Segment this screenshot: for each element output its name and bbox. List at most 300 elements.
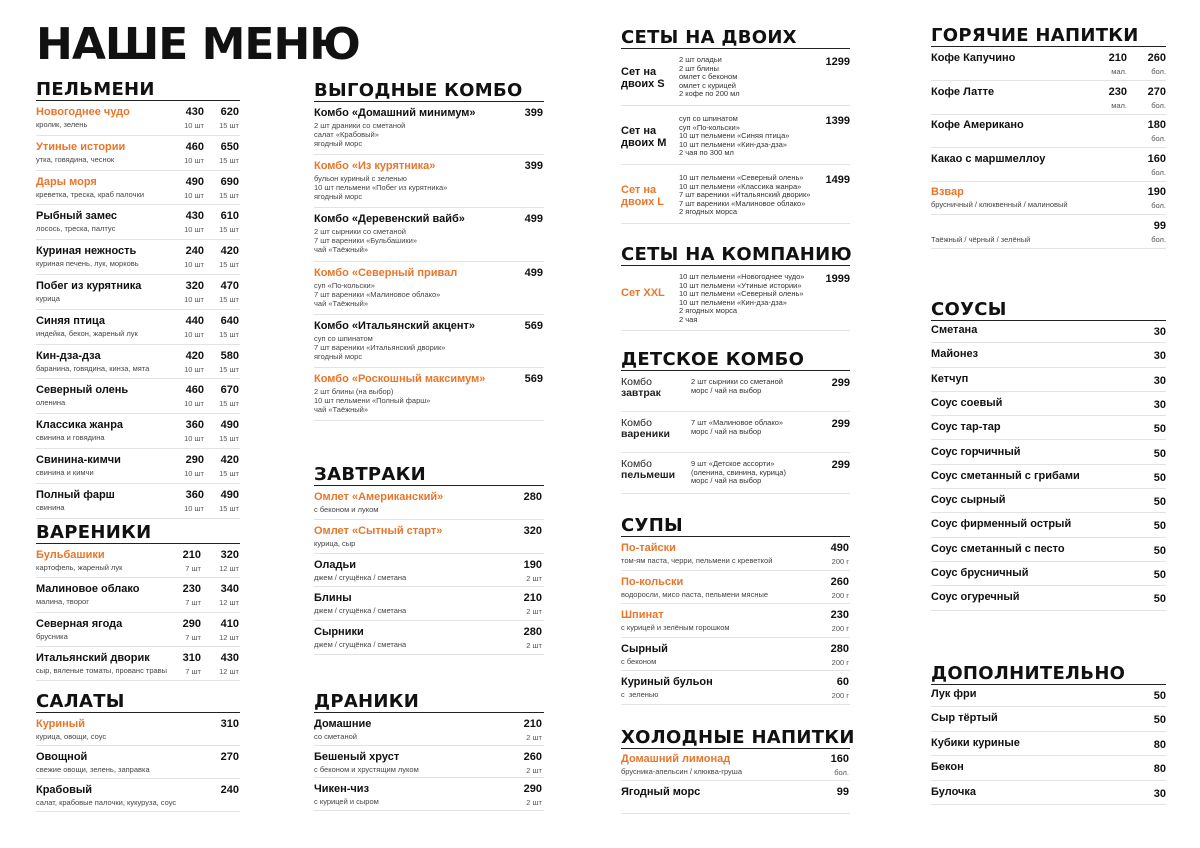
menu-item xyxy=(621,609,850,638)
item-name: Комбо «Итальянский акцент» xyxy=(314,319,476,332)
price-large: 610 xyxy=(220,210,239,223)
goryachie-title: ГОРЯЧИЕ НАПИТКИ xyxy=(931,25,1139,46)
price-small: 460 xyxy=(185,140,204,153)
item-name: Кофе Капучино xyxy=(931,52,1016,64)
supy-divider xyxy=(621,536,850,537)
kids-combo-desc: 2 шт сырники со сметаной морс / чай на выбор xyxy=(691,377,783,395)
unit-small: мал. xyxy=(1111,67,1127,76)
item-desc: 2 шт сырники со сметаной 7 шт вареники «Бульбашики» чай «Таёжный» xyxy=(314,227,418,255)
item-name: Оладьи xyxy=(314,558,357,571)
kids-combo-item xyxy=(621,376,850,412)
menu-item xyxy=(36,489,240,519)
unit-large: 15 шт xyxy=(219,225,239,235)
menu-item xyxy=(314,267,544,315)
unit-small: 7 шт xyxy=(185,598,201,608)
menu-item xyxy=(36,176,240,206)
item-price: 99 xyxy=(836,786,849,798)
item-price: 260 xyxy=(523,750,542,763)
pelmeni-title: ПЕЛЬМЕНИ xyxy=(36,79,155,100)
menu-item xyxy=(621,643,850,672)
menu-item xyxy=(931,348,1166,367)
item-price: 50 xyxy=(1153,471,1166,484)
menu-item xyxy=(36,141,240,171)
menu-item xyxy=(931,446,1166,465)
item-price: 260 xyxy=(830,575,849,588)
menu-item xyxy=(314,525,544,554)
hot-drink-item xyxy=(931,186,1166,215)
item-desc: сыр, вяленые томаты, прованс травы xyxy=(36,665,168,675)
unit-small: 7 шт xyxy=(185,666,201,676)
item-price: 270 xyxy=(220,751,239,763)
item-unit: 2 шт xyxy=(526,733,542,742)
unit-large: бол. xyxy=(1151,67,1166,76)
unit-small: мал. xyxy=(1111,100,1127,110)
set-name: Сет на двоих M xyxy=(621,125,667,149)
price-large: 490 xyxy=(220,419,239,432)
item-name: Бульбашики xyxy=(36,549,105,561)
menu-item xyxy=(36,618,240,647)
item-desc: со сметаной xyxy=(314,732,357,741)
kids-combo-item xyxy=(621,417,850,453)
item-name: Булочка xyxy=(931,785,977,798)
menu-item xyxy=(931,324,1166,343)
set-name: Сет на двоих S xyxy=(621,66,665,90)
kids-combo-line1: Комбо xyxy=(621,376,652,388)
hot-drink-item xyxy=(931,52,1166,81)
item-price: 499 xyxy=(524,213,543,226)
detskoe-divider xyxy=(621,370,850,371)
sousy-divider xyxy=(931,320,1166,321)
menu-item xyxy=(36,384,240,414)
unit-large: 15 шт xyxy=(219,329,239,339)
kids-combo-desc: 7 шт «Малиновое облако» морс / чай на выбор xyxy=(691,418,784,436)
menu-item xyxy=(931,712,1166,731)
price-small: 440 xyxy=(185,314,204,327)
menu-item xyxy=(931,591,1166,610)
menu-item xyxy=(931,761,1166,780)
item-name: Свинина-кимчи xyxy=(36,454,121,466)
item-desc: курица, овощи, соус xyxy=(36,732,107,741)
unit-large: 12 шт xyxy=(219,632,239,642)
unit-small: 10 шт xyxy=(184,225,204,235)
unit-large: бол. xyxy=(1151,134,1166,144)
item-desc: водоросли, мисо паста, пельмени мясные xyxy=(621,589,769,599)
item-name: Комбо «Роскошный максимум» xyxy=(314,373,486,385)
price-large: 190 xyxy=(1147,186,1166,199)
set-item xyxy=(621,54,850,106)
price-small: 310 xyxy=(182,651,201,664)
unit-large: 12 шт xyxy=(219,564,239,573)
price-large: 160 xyxy=(1147,152,1166,165)
item-price: 80 xyxy=(1153,763,1166,776)
sety-dvoih-title: СЕТЫ НА ДВОИХ xyxy=(621,27,797,48)
item-price: 30 xyxy=(1153,398,1166,411)
unit-small: 10 шт xyxy=(184,434,204,444)
unit-small: 7 шт xyxy=(185,564,201,573)
dop-title: ДОПОЛНИТЕЛЬНО xyxy=(931,663,1126,684)
unit-small: 7 шт xyxy=(185,632,201,642)
item-desc: 2 шт блины (на выбор) 10 шт пельмени «Полный фарш» чай «Таёжный» xyxy=(314,387,431,414)
unit-large: бол. xyxy=(1151,100,1166,110)
salaty-title: САЛАТЫ xyxy=(36,691,125,712)
unit-large: 15 шт xyxy=(219,434,239,444)
item-price: 160 xyxy=(830,753,849,765)
item-desc: джем / сгущёнка / сметана xyxy=(314,606,407,616)
item-name: Лук фри xyxy=(931,688,977,700)
item-name: Бекон xyxy=(931,761,964,774)
item-price: 320 xyxy=(523,524,542,537)
set-name: Сет XXL xyxy=(621,287,665,299)
item-unit: 2 шт xyxy=(526,573,542,583)
item-price: 50 xyxy=(1153,544,1166,557)
unit-small: 10 шт xyxy=(184,329,204,339)
unit-large: 12 шт xyxy=(219,666,239,676)
unit-small: 10 шт xyxy=(184,295,204,304)
item-unit: 2 шт xyxy=(526,641,542,651)
item-price: 490 xyxy=(830,542,849,554)
item-price: 30 xyxy=(1153,374,1166,387)
price-small: 210 xyxy=(182,549,201,561)
item-price: 280 xyxy=(523,491,542,503)
kids-combo-line1: Комбо xyxy=(621,417,652,429)
menu-item xyxy=(931,470,1166,489)
item-name: Соус соевый xyxy=(931,396,1003,409)
item-unit: 200 г xyxy=(831,557,849,566)
kids-combo-name xyxy=(621,418,670,440)
item-name: Северный олень xyxy=(36,384,129,397)
unit-large: 15 шт xyxy=(219,364,239,374)
item-name: Рыбный замес xyxy=(36,210,118,223)
menu-item xyxy=(931,494,1166,513)
menu-item xyxy=(931,786,1166,805)
menu-item xyxy=(36,280,240,310)
kids-combo-price: 299 xyxy=(831,377,850,389)
item-desc: картофель, жареный лук xyxy=(36,563,123,572)
holodnye-title: ХОЛОДНЫЕ НАПИТКИ xyxy=(621,727,855,748)
menu-item xyxy=(314,213,544,261)
menu-item xyxy=(931,518,1166,537)
price-large: 270 xyxy=(1147,85,1166,98)
menu-item xyxy=(314,592,544,621)
item-price: 230 xyxy=(830,609,849,621)
item-unit: 2 шт xyxy=(526,765,542,775)
item-price: 280 xyxy=(523,626,542,639)
item-desc: утка, говядина, чеснок xyxy=(36,154,115,164)
set-name: Сет на двоих L xyxy=(621,184,664,208)
price-large: 430 xyxy=(220,651,239,664)
kids-combo-item xyxy=(621,458,850,494)
item-name: Ягодный морс xyxy=(621,786,701,798)
item-name: Куриная нежность xyxy=(36,245,137,258)
item-desc: кролик, зелень xyxy=(36,120,88,129)
item-desc: том-ям паста, черри, пельмени с креветкой xyxy=(621,556,773,565)
item-price: 569 xyxy=(524,373,543,385)
hot-drink-item xyxy=(931,153,1166,182)
menu-item xyxy=(36,549,240,578)
item-desc: куриная печень, лук, морковь xyxy=(36,259,139,269)
item-desc: оленина xyxy=(36,398,66,408)
unit-small: 10 шт xyxy=(184,399,204,409)
item-unit: 200 г xyxy=(831,691,849,700)
unit-large: 15 шт xyxy=(219,503,239,513)
menu-item xyxy=(621,786,850,814)
item-name: Классика жанра xyxy=(36,419,124,432)
item-name: Кетчуп xyxy=(931,372,969,385)
item-name: Соус тар-тар xyxy=(931,421,1001,434)
item-desc: креветка, треска, краб палочки xyxy=(36,189,145,199)
menu-item xyxy=(36,583,240,612)
item-price: 50 xyxy=(1153,690,1166,702)
item-name: Куриный xyxy=(36,718,85,730)
item-desc: с беконом и луком xyxy=(314,505,379,514)
item-name: Соус огуречный xyxy=(931,591,1020,604)
item-name: Побег из курятника xyxy=(36,280,142,292)
item-desc: свинина и кимчи xyxy=(36,468,94,477)
hot-drink-item xyxy=(931,220,1166,249)
draniki-divider xyxy=(314,712,544,713)
item-price: 310 xyxy=(220,718,239,730)
menu-item xyxy=(314,373,544,421)
item-desc: салат, крабовые палочки, кукуруза, соус xyxy=(36,798,177,807)
price-small: 420 xyxy=(185,349,204,362)
price-large: 580 xyxy=(220,349,239,362)
vareniki-title: ВАРЕНИКИ xyxy=(36,522,152,543)
item-desc: свежие овощи, зелень, заправка xyxy=(36,765,150,774)
menu-title: НАШЕ МЕНЮ xyxy=(36,19,360,70)
menu-item xyxy=(314,751,544,779)
item-desc: лосось, треска, палтус xyxy=(36,224,116,234)
menu-item xyxy=(36,652,240,681)
item-unit: 2 шт xyxy=(526,798,542,808)
item-name: Соус сырный xyxy=(931,494,1006,507)
sety-kompaniyu-divider xyxy=(621,265,850,266)
menu-item xyxy=(314,626,544,655)
item-price: 290 xyxy=(523,783,542,796)
unit-small: 10 шт xyxy=(184,364,204,374)
price-large: 180 xyxy=(1147,119,1166,132)
item-desc: с курицей и зелёным горошком xyxy=(621,623,730,632)
item-desc: суп «По-кольски» 7 шт вареники «Малиновое облако» чай «Таёжный» xyxy=(314,280,441,308)
draniki-title: ДРАНИКИ xyxy=(314,691,420,712)
price-small: 430 xyxy=(185,106,204,118)
set-price: 1499 xyxy=(825,174,850,186)
menu-item xyxy=(36,210,240,240)
price-large: 99 xyxy=(1153,220,1166,232)
sousy-title: СОУСЫ xyxy=(931,299,1007,320)
menu-item xyxy=(314,160,544,208)
item-desc: 2 шт драники со сметаной салат «Крабовый» ягодный морс xyxy=(314,121,406,148)
item-price: 50 xyxy=(1153,714,1166,727)
price-large: 340 xyxy=(220,583,239,596)
item-desc: с беконом xyxy=(621,656,657,666)
item-name: По-тайски xyxy=(621,542,676,554)
item-name: Соус сметанный с песто xyxy=(931,542,1065,555)
item-name: Чикен-чиз xyxy=(314,783,370,796)
set-price: 1399 xyxy=(825,115,850,127)
item-name: Кубики куриные xyxy=(931,736,1020,749)
price-small: 230 xyxy=(182,583,201,596)
item-price: 30 xyxy=(1153,326,1166,338)
price-small: 430 xyxy=(185,210,204,223)
unit-large: 15 шт xyxy=(219,121,239,130)
detskoe-title: ДЕТСКОЕ КОМБО xyxy=(621,349,805,370)
item-desc: брусника xyxy=(36,631,68,641)
zavtraki-title: ЗАВТРАКИ xyxy=(314,464,427,485)
menu-item xyxy=(621,576,850,605)
price-large: 650 xyxy=(220,140,239,153)
item-name: Сыр тёртый xyxy=(931,712,998,725)
hot-drink-item xyxy=(931,86,1166,115)
item-name: Сметана xyxy=(931,324,978,336)
unit-large: 12 шт xyxy=(219,598,239,608)
price-large: 470 xyxy=(220,280,239,292)
price-small: 320 xyxy=(185,280,204,292)
menu-item xyxy=(621,753,850,781)
menu-item xyxy=(931,397,1166,416)
kids-combo-line2: пельмеши xyxy=(621,469,676,481)
item-desc: джем / сгущёнка / сметана xyxy=(314,640,407,650)
item-name: Какао с маршмеллоу xyxy=(931,152,1046,165)
item-price: 280 xyxy=(830,642,849,655)
item-name: Овощной xyxy=(36,751,88,763)
set-desc: 2 шт оладьи 2 шт блины омлет с беконом омлет с курицей 2 кофе по 200 мл xyxy=(679,55,740,99)
item-desc: баранина, говядина, кинза, мята xyxy=(36,363,150,373)
item-desc: малина, творог xyxy=(36,597,89,607)
unit-small: 10 шт xyxy=(184,155,204,165)
holodnye-divider xyxy=(621,748,850,749)
combo-divider xyxy=(314,101,544,102)
item-price: 50 xyxy=(1153,593,1166,606)
unit-large: бол. xyxy=(1151,201,1166,211)
menu-item xyxy=(314,107,544,155)
item-price: 50 xyxy=(1153,496,1166,509)
unit-small: 10 шт xyxy=(184,503,204,513)
set-desc: суп со шпинатом суп «По-кольски» 10 шт пельмени «Синяя птица» 10 шт пельмени «Кин-дза-дза» 2 чая по 300 мл xyxy=(679,114,790,158)
price-small: 360 xyxy=(185,488,204,501)
kids-combo-line2: завтрак xyxy=(621,387,661,399)
sety-dvoih-divider xyxy=(621,48,850,49)
item-price: 190 xyxy=(523,558,542,571)
unit-large: бол. xyxy=(1151,167,1166,177)
menu-item xyxy=(931,737,1166,756)
item-price: 80 xyxy=(1153,738,1166,751)
price-small: 490 xyxy=(185,175,204,188)
set-desc: 10 шт пельмени «Новогоднее чудо» 10 шт пельмени «Утиные истории» 10 шт пельмени «Северный олень» 10 шт пельмени «Кин-дза-дза» 2 ягодных морса 2 чая xyxy=(679,272,805,324)
item-price: 210 xyxy=(523,718,542,730)
item-name: Новогоднее чудо xyxy=(36,106,130,118)
item-name: Утиные истории xyxy=(36,140,126,153)
menu-item xyxy=(314,320,544,368)
unit-large: 15 шт xyxy=(219,399,239,409)
menu-item xyxy=(931,567,1166,586)
price-large: 670 xyxy=(220,384,239,397)
menu-item xyxy=(36,106,240,136)
item-desc: с курицей и сыром xyxy=(314,797,379,807)
menu-item xyxy=(36,454,240,484)
price-small: 230 xyxy=(1108,85,1127,98)
price-small: 290 xyxy=(182,617,201,630)
kids-combo-price: 299 xyxy=(831,459,850,471)
unit-large: 15 шт xyxy=(219,469,239,478)
item-price: 50 xyxy=(1153,569,1166,581)
kids-combo-name xyxy=(621,459,675,481)
unit-large: бол. xyxy=(1151,235,1166,244)
price-small: 460 xyxy=(185,384,204,397)
supy-title: СУПЫ xyxy=(621,515,684,536)
item-price: 50 xyxy=(1153,520,1166,533)
menu-item xyxy=(621,676,850,705)
item-name: Соус горчичный xyxy=(931,445,1021,458)
salaty-divider xyxy=(36,712,240,713)
item-desc: с беконом и хрустящим луком xyxy=(314,764,419,774)
item-unit: 2 шт xyxy=(526,607,542,617)
item-name: Шпинат xyxy=(621,609,664,621)
item-desc: свинина xyxy=(36,502,65,512)
unit-small: 10 шт xyxy=(184,469,204,478)
item-price: 399 xyxy=(524,160,543,173)
item-price: 60 xyxy=(836,676,849,688)
item-desc: индейка, бекон, жареный лук xyxy=(36,328,138,338)
price-large: 620 xyxy=(220,106,239,118)
item-name: Сырный xyxy=(621,642,668,655)
item-price: 50 xyxy=(1153,423,1166,436)
item-name: Северная ягода xyxy=(36,617,123,630)
item-name: Комбо «Домашний минимум» xyxy=(314,107,476,119)
combo-title: ВЫГОДНЫЕ КОМБО xyxy=(314,80,523,101)
kids-combo-price: 299 xyxy=(831,418,850,430)
item-desc: курица, сыр xyxy=(314,538,356,548)
unit-small: 10 шт xyxy=(184,190,204,200)
item-name: Комбо «Северный привал xyxy=(314,266,458,279)
item-price: 30 xyxy=(1153,787,1166,800)
menu-item xyxy=(314,559,544,588)
unit-small: 10 шт xyxy=(184,260,204,270)
menu-item xyxy=(36,751,240,779)
unit-small: 10 шт xyxy=(184,121,204,130)
item-desc: бульон куриный с зеленью 10 шт пельмени «Побег из курятника» ягодный морс xyxy=(314,174,448,202)
item-name: Блины xyxy=(314,592,352,605)
item-price: 50 xyxy=(1153,447,1166,460)
price-large: 410 xyxy=(220,617,239,630)
item-name: Сырники xyxy=(314,626,364,639)
item-price: 399 xyxy=(524,107,543,119)
menu-item xyxy=(36,315,240,345)
item-name: Итальянский дворик xyxy=(36,651,150,664)
dop-divider xyxy=(931,684,1166,685)
item-name: Куриный бульон xyxy=(621,676,713,688)
menu-item xyxy=(621,542,850,571)
item-name: Соус брусничный xyxy=(931,567,1029,579)
price-large: 420 xyxy=(220,454,239,466)
item-name: Соус фирменный острый xyxy=(931,518,1072,531)
zavtraki-divider xyxy=(314,485,544,486)
hot-drink-item xyxy=(931,119,1166,148)
price-small: 240 xyxy=(185,245,204,258)
set-item xyxy=(621,172,850,224)
item-price: 210 xyxy=(523,592,542,605)
item-desc: свинина и говядина xyxy=(36,433,105,443)
item-name: Кофе Американо xyxy=(931,119,1024,132)
unit-large: 15 шт xyxy=(219,155,239,165)
item-name: Майонез xyxy=(931,348,979,361)
menu-item xyxy=(36,419,240,449)
price-large: 260 xyxy=(1147,52,1166,64)
item-name: Домашние xyxy=(314,718,372,730)
set-desc: 10 шт пельмени «Северный олень» 10 шт пельмени «Классика жанра» 7 шт вареники «Итальянский дворик» 7 шт вареники «Малиновое облако» 2 ягодных морса xyxy=(679,173,811,217)
goryachie-divider xyxy=(931,46,1166,47)
item-name: Малиновое облако xyxy=(36,583,140,596)
item-desc: суп со шпинатом 7 шт вареники «Итальянский дворик» ягодный морс xyxy=(314,333,446,361)
